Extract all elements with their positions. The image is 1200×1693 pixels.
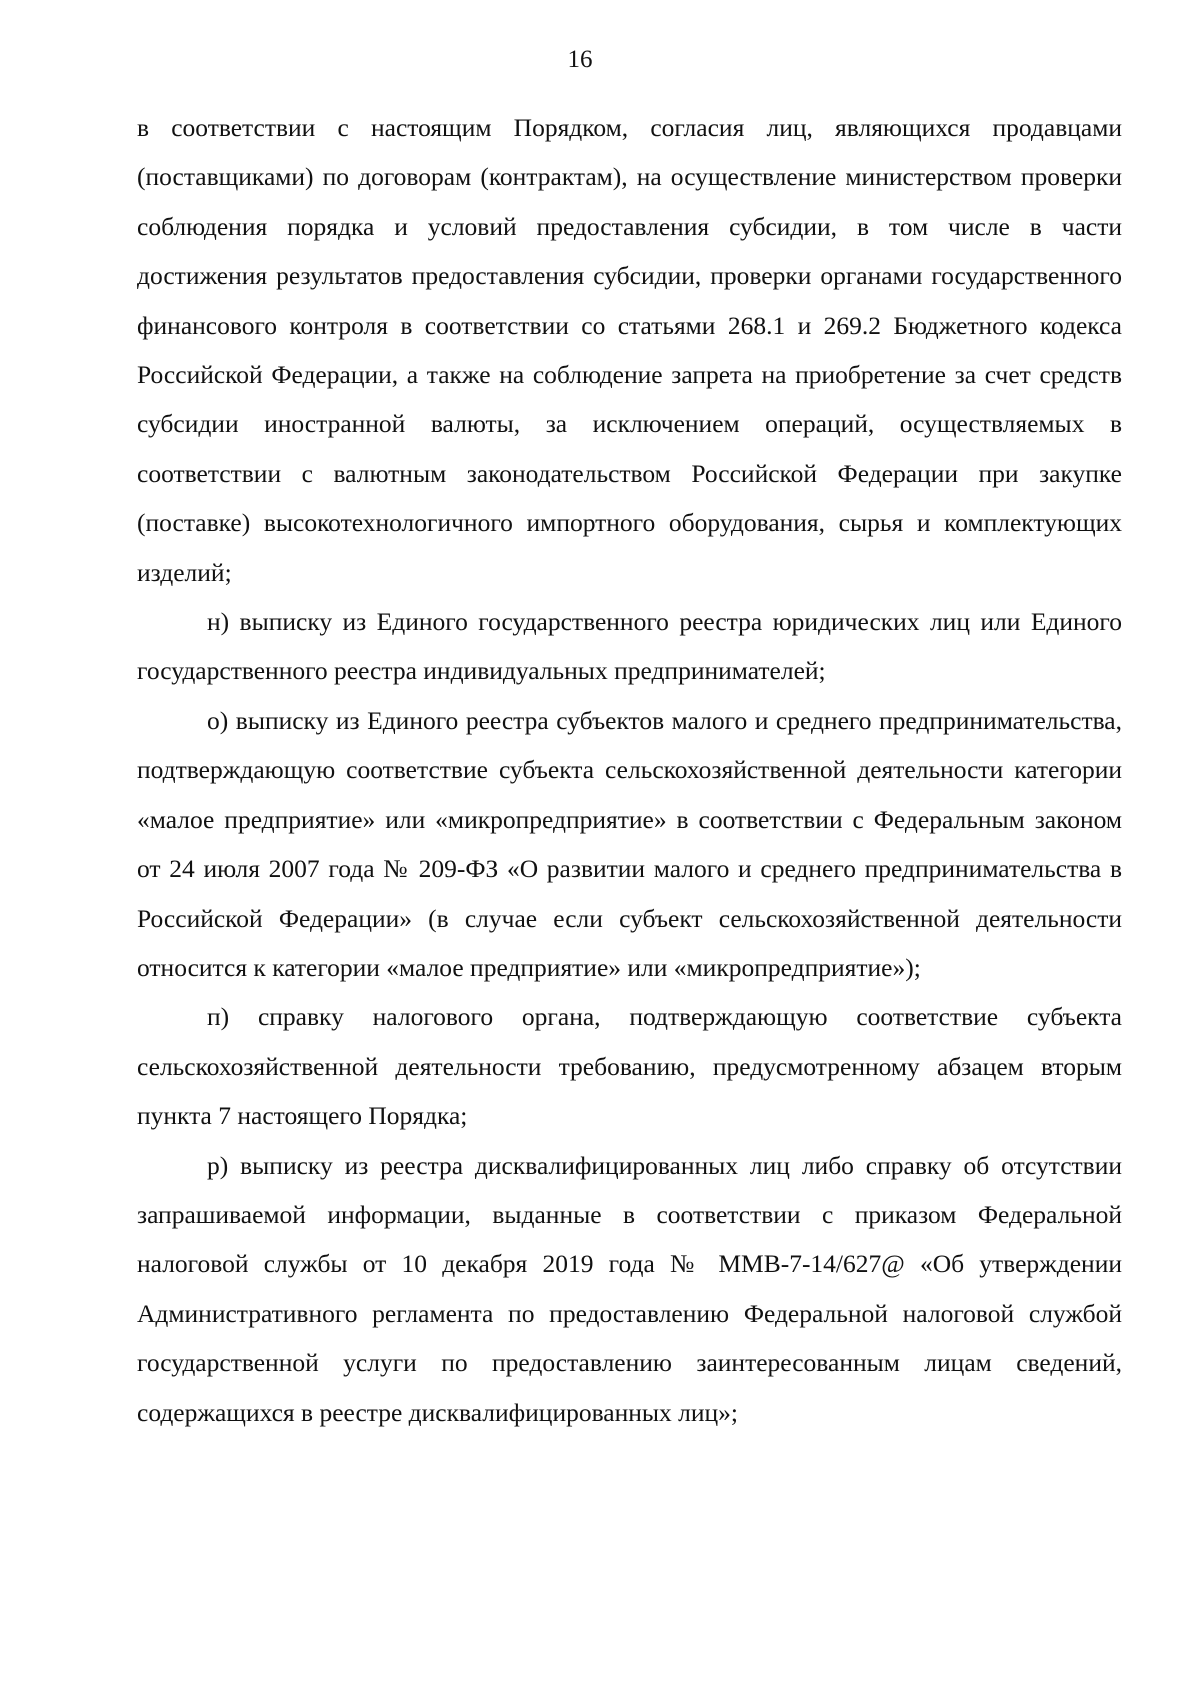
paragraph-item-o: о) выписку из Единого реестра субъектов малого и среднего предпринимательства, подтверждающую соответствие субъекта сельскохозяйственной деятельности категории «малое предприятие» или «микропредприятие» в соответствии с Федеральным законом от 24 июля 2007 года № 209-ФЗ «О развитии малого и среднего предпринимательства в Российской Федерации» (в случае если субъект сельскохозяйственной деятельности относится к категории «малое предприятие» или «микропредприятие»); [137,705,1122,982]
paragraph-item-p: п) справку налогового органа, подтверждающую соответствие субъекта сельскохозяйственной деятельности требованию, предусмотренному абзацем вторым пункта 7 настоящего Порядка; [137,1002,1122,1131]
paragraph-item-r: р) выписку из реестра дисквалифицированных лиц либо справку об отсутствии запрашиваемой информации, выданные в соответствии с приказом Федеральной налоговой службы от 10 декабря 2019 года № ММВ-7-14/627@ «Об утверждении Административного регламента по предоставлению Федеральной налоговой службой государственной услуги по предоставлению заинтересованным лицам сведений, содержащихся в реестре дисквалифицированных лиц»; [137,1150,1122,1427]
paragraph-item-n: н) выписку из Единого государственного реестра юридических лиц или Единого государственного реестра индивидуальных предпринимателей; [137,607,1122,686]
page-number: 16 [567,46,593,73]
paragraph-continuation: в соответствии с настоящим Порядком, согласия лиц, являющихся продавцами (поставщиками) по договорам (контрактам), на осуществление министерством проверки соблюдения порядка и условий предоставления субсидии, в том числе в части достижения результатов предоставления субсидии, проверки органами государственного финансового контроля в соответствии со статьями 268.1 и 269.2 Бюджетного кодекса Российской Федерации, а также на соблюдение запрета на приобретение за счет средств субсидии иностранной валюты, за исключением операций, осуществляемых в соответствии с валютным законодательством Российской Федерации при закупке (поставке) высокотехнологичного импортного оборудования, сырья и комплектующих изделий; [137,113,1122,587]
document-body [137,103,1122,1437]
